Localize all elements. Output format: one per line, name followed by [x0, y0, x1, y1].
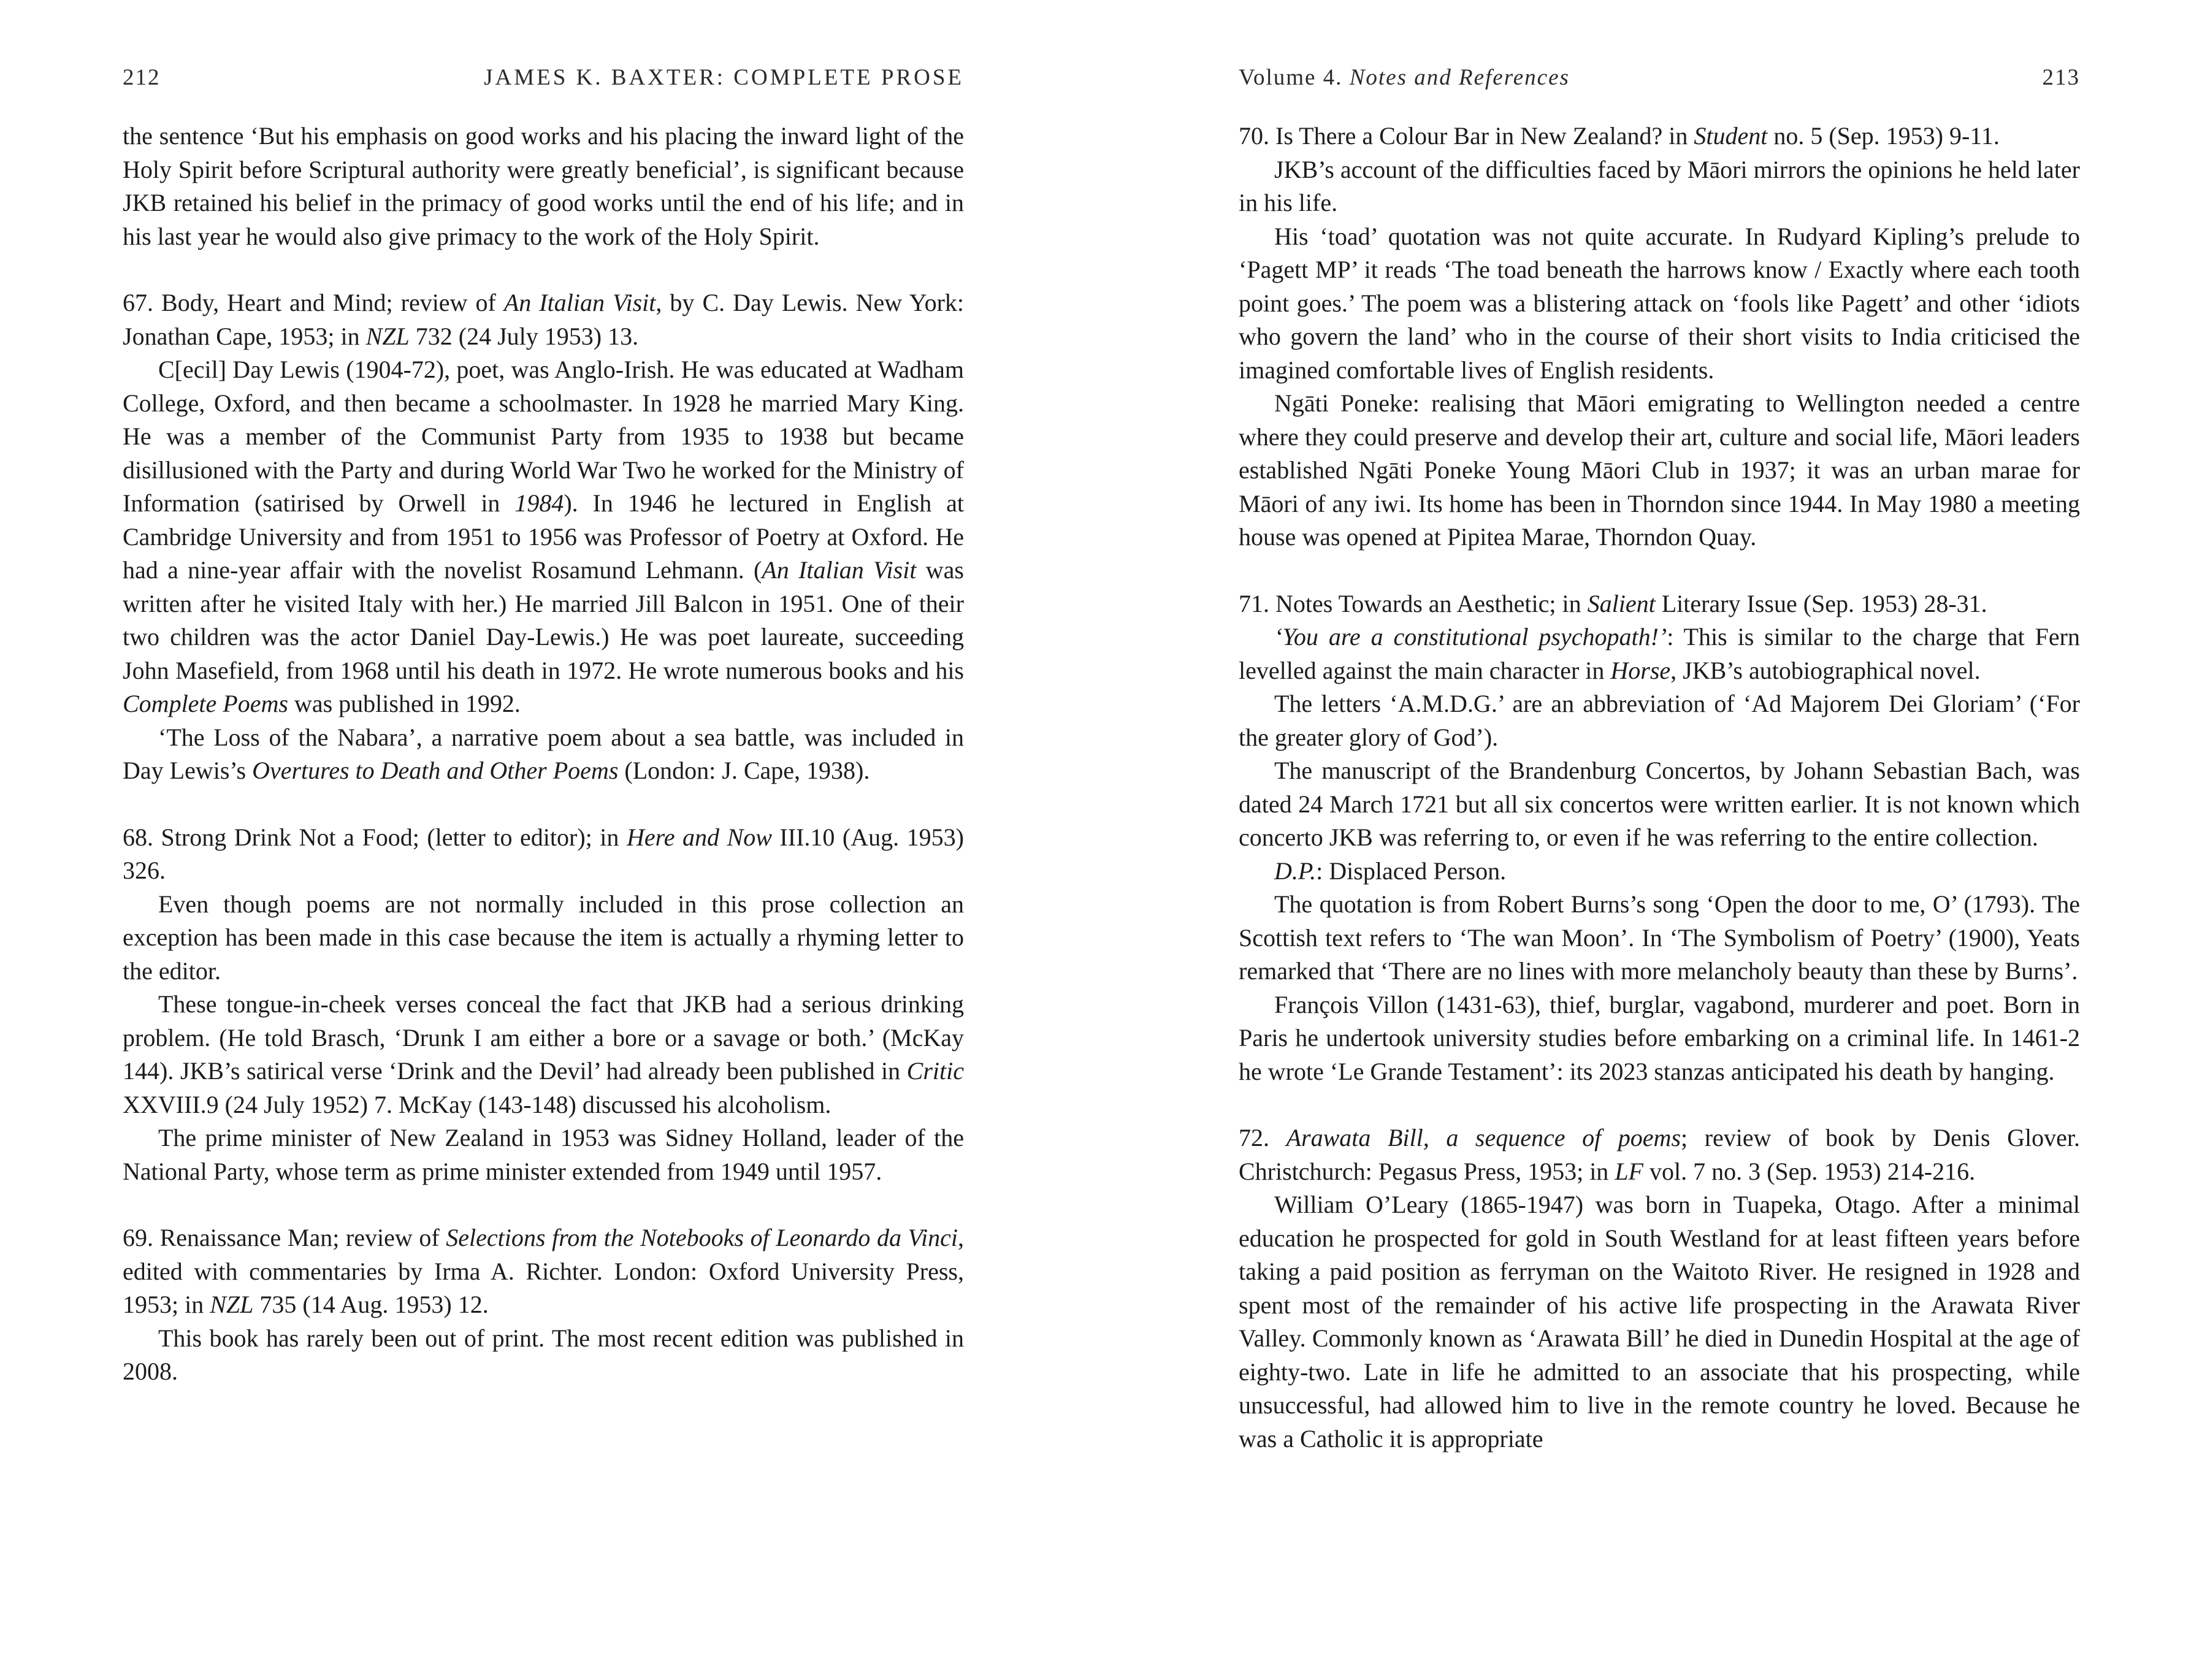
- paragraph: His ‘toad’ quotation was not quite accurate. In Rudyard Kipling’s prelude to ‘Pagett MP’ it reads ‘The toad beneath the harrows know / Exactly where each tooth point goes.’ The poem was a blistering attack on ‘fools like Pagett’ and other ‘idiots who govern the land’ who in the course of their short visits to India criticised the imagined comfortable lives of English residents.: [1239, 222, 2080, 384]
- running-head-title: Volume 4. Notes and References: [1239, 65, 1570, 90]
- paragraph: Even though poems are not normally included in this prose collection an exception has been made in this case because the item is actually a rhyming letter to the editor.: [123, 890, 964, 985]
- paragraph: the sentence ‘But his emphasis on good works and his placing the inward light of the Holy Spirit before Scriptural authority were greatly beneficial’, is significant because JKB retained his belief in the primacy of good works until the end of his life; and in his last year he would also give primacy to the work of the Holy Spirit.: [123, 122, 964, 250]
- running-head: [1239, 64, 2080, 101]
- paragraph: William O’Leary (1865-1947) was born in Tuapeka, Otago. After a minimal education he prospected for gold in South Westland for at least fifteen years before taking a paid position as ferryman on the Waitoto River. He resigned in 1928 and spent most of the remainder of his active life prospecting in the Arawata River Valley. Commonly known as ‘Arawata Bill’ he died in Dunedin Hospital at the age of eighty-two. Late in life he admitted to an associate that his prospecting, while unsuccessful, had allowed him to live in the remote country he loved. Because he was a Catholic it is appropriate: [1239, 1191, 2080, 1453]
- page-number: 212: [123, 65, 161, 90]
- running-head-title: JAMES K. BAXTER: COMPLETE PROSE: [484, 65, 964, 90]
- paragraph: François Villon (1431-63), thief, burglar, vagabond, murderer and poet. Born in Paris he undertook university studies before embarking on a criminal life. In 1461-2 he wrote ‘Le Grande Testament’: its 2023 stanzas anticipated his death by hanging.: [1239, 990, 2080, 1085]
- paragraph: ‘You are a constitutional psychopath!’: This is similar to the charge that Fern levelled against the main character in Horse, JKB’s autobiographical novel.: [1239, 623, 2080, 684]
- paragraph: 71. Notes Towards an Aesthetic; in Salient Literary Issue (Sep. 1953) 28-31.: [1239, 589, 1987, 617]
- paragraph: The quotation is from Robert Burns’s song ‘Open the door to me, O’ (1793). The Scottish text refers to ‘The wan Moon’. In ‘The Symbolism of Poetry’ (1900), Yeats remarked that ‘There are no lines with more melancholy beauty than these by Burns’.: [1239, 890, 2080, 985]
- paragraph: Ngāti Poneke: realising that Māori emigrating to Wellington needed a centre where they could preserve and develop their art, culture and social life, Māori leaders established Ngāti Poneke Young Māori Club in 1937; it was an urban marae for Māori of any iwi. Its home has been in Thorndon since 1944. In May 1980 a meeting house was opened at Pipitea Marae, Thorndon Quay.: [1239, 389, 2080, 551]
- paragraph: These tongue-in-cheek verses conceal the fact that JKB had a serious drinking problem. (He told Brasch, ‘Drunk I am either a bore or a savage or both.’ (McKay 144). JKB’s satirical verse ‘Drink and the Devil’ had already been published in Critic XXVIII.9 (24 July 1952) 7. McKay (143-148) discussed his alcoholism.: [123, 990, 964, 1118]
- paragraph: The letters ‘A.M.D.G.’ are an abbreviation of ‘Ad Majorem Dei Gloriam’ (‘For the greater glory of God’).: [1239, 690, 2080, 751]
- paragraph: ‘The Loss of the Nabara’, a narrative poem about a sea battle, was included in Day Lewis’s Overtures to Death and Other Poems (London: J. Cape, 1938).: [123, 723, 964, 784]
- paragraph: C[ecil] Day Lewis (1904-72), poet, was Anglo-Irish. He was educated at Wadham College, Oxford, and then became a schoolmaster. In 1928 he married Mary King. He was a member of the Communist Party from 1935 to 1938 but became disillusioned with the Party and during World War Two he worked for the Ministry of Information (satirised by Orwell in 1984). In 1946 he lectured in English at Cambridge University and from 1951 to 1956 was Professor of Poetry at Oxford. He had a nine-year affair with the novelist Rosamund Lehmann. (An Italian Visit was written after he visited Italy with her.) He married Jill Balcon in 1951. One of their two children was the actor Daniel Day-Lewis.) He was poet laureate, succeeding John Masefield, from 1968 until his death in 1972. He wrote numerous books and his Complete Poems was published in 1992.: [123, 356, 964, 717]
- paragraph: 72. Arawata Bill, a sequence of poems; review of book by Denis Glover. Christchurch: Pegasus Press, 1953; in LF vol. 7 no. 3 (Sep. 1953) 214-216.: [1239, 1124, 2081, 1185]
- paragraph: JKB’s account of the difficulties faced by Māori mirrors the opinions he held later in his life.: [1239, 155, 2080, 216]
- page-number: 213: [2042, 65, 2080, 90]
- right-page: [1239, 0, 2080, 1680]
- paragraph: This book has rarely been out of print. The most recent edition was published in 2008.: [123, 1324, 964, 1385]
- page-body: [123, 120, 964, 1389]
- running-head: [123, 64, 964, 101]
- paragraph: The prime minister of New Zealand in 1953 was Sidney Holland, leader of the National Party, whose term as prime minister extended from 1949 until 1957.: [123, 1124, 964, 1185]
- paragraph: 69. Renaissance Man; review of Selections from the Notebooks of Leonardo da Vinci, edited with commentaries by Irma A. Richter. London: Oxford University Press, 1953; in NZL 735 (14 Aug. 1953) 12.: [123, 1224, 964, 1318]
- left-page: [123, 0, 964, 1680]
- paragraph: 67. Body, Heart and Mind; review of An Italian Visit, by C. Day Lewis. New York: Jonathan Cape, 1953; in NZL 732 (24 July 1953) 13.: [123, 289, 965, 350]
- paragraph: 68. Strong Drink Not a Food; (letter to editor); in Here and Now III.10 (Aug. 1953) 326.: [123, 823, 964, 884]
- paragraph: The manuscript of the Brandenburg Concertos, by Johann Sebastian Bach, was dated 24 March 1721 but all six concertos were written earlier. It is not known which concerto JKB was referring to, or even if he was referring to the entire collection.: [1239, 757, 2080, 851]
- paragraph: 70. Is There a Colour Bar in New Zealand? in Student no. 5 (Sep. 1953) 9-11.: [1239, 122, 2000, 150]
- paragraph: D.P.: Displaced Person.: [1274, 857, 1507, 885]
- page-body: [1239, 120, 2080, 1456]
